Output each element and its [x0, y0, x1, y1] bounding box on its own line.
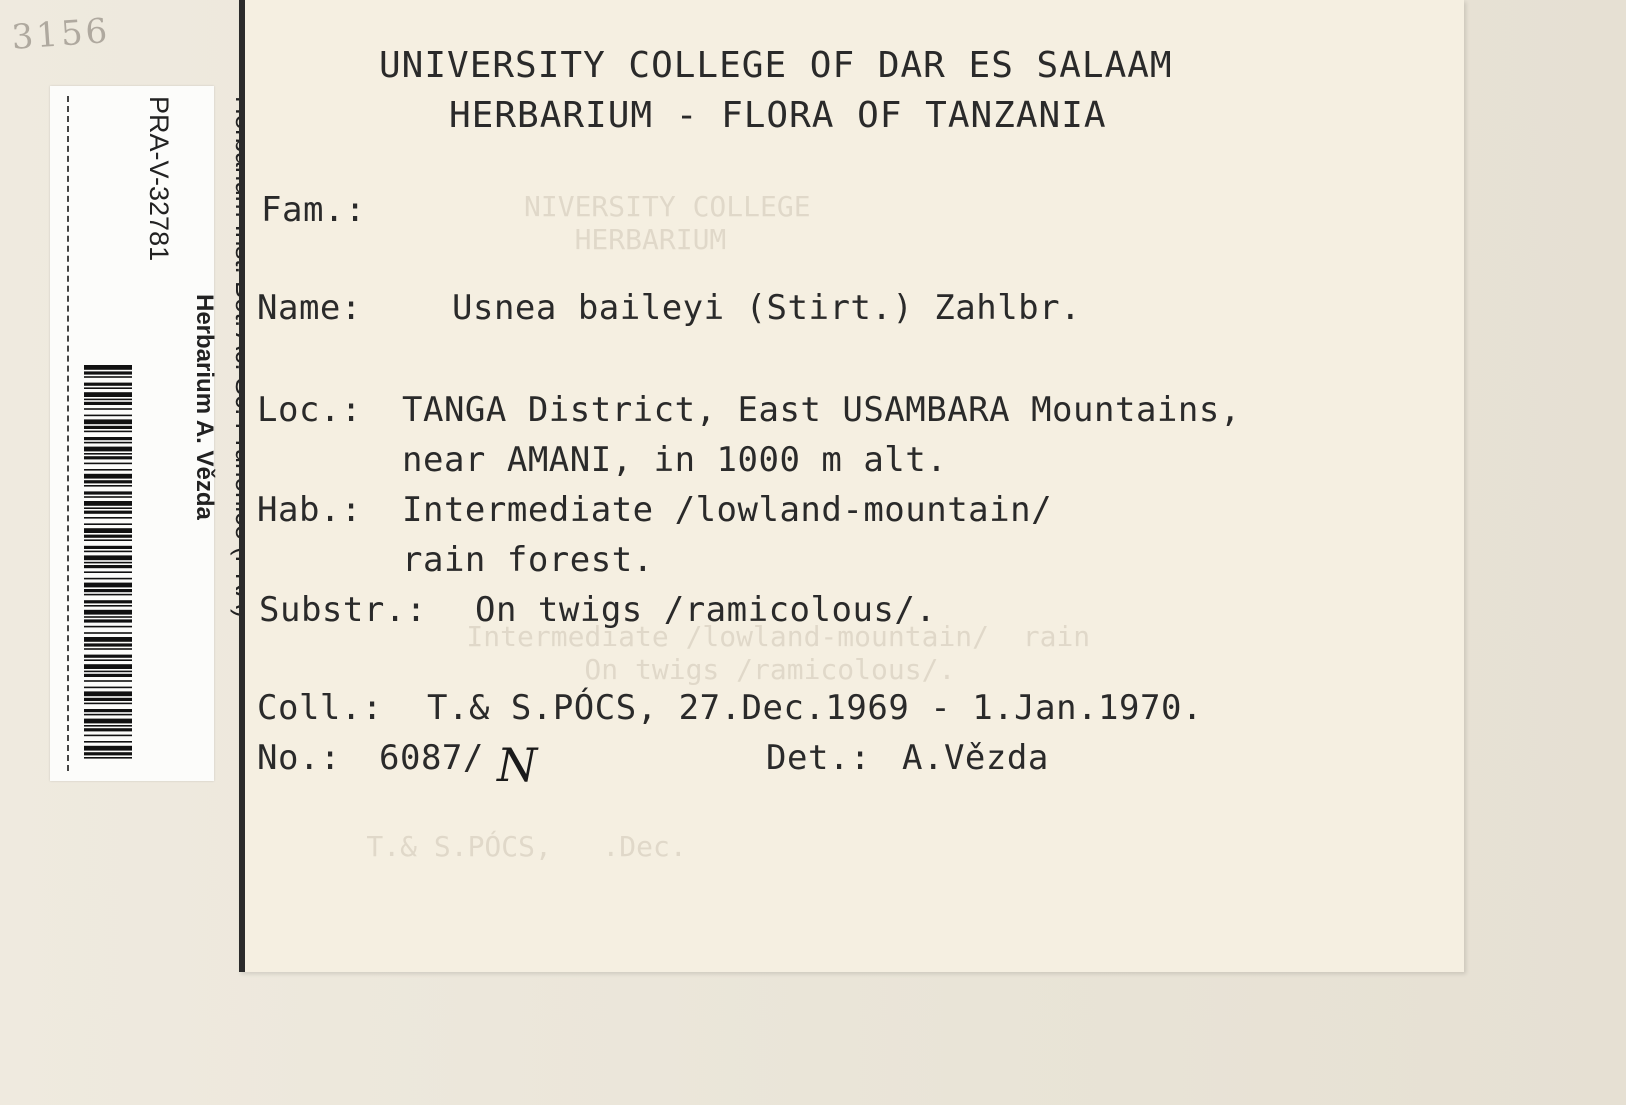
taxon-name: Usnea baileyi (Stirt.) Zahlbr. — [452, 288, 1082, 328]
specimen-label — [239, 0, 1464, 972]
name-label: Name: — [257, 288, 362, 328]
determiner-label: Det.: — [766, 738, 871, 778]
locality-label: Loc.: — [257, 390, 362, 430]
pencil-note: 3156 — [10, 11, 112, 58]
number-label: No.: — [257, 738, 341, 778]
dashed-cut-line — [67, 96, 69, 771]
habitat-label: Hab.: — [257, 490, 362, 530]
show-through-text: NIVERSITY COLLEGE HERBARIUM — [524, 190, 811, 256]
collection-name: Herbarium A. Vězda — [191, 294, 218, 520]
label-left-rule — [239, 0, 245, 972]
show-through-text: Intermediate /lowland-mountain/ rain On twigs /ramicolous/. — [466, 620, 1091, 686]
barcode-icon — [84, 365, 132, 763]
show-through-text: T.& S.PÓCS, .Dec. — [299, 830, 687, 863]
habitat-line-2: rain forest. — [402, 540, 654, 580]
family-label: Fam.: — [261, 190, 366, 230]
habitat-line-1: Intermediate /lowland-mountain/ — [402, 490, 1053, 530]
specimen-id: PRA-V-32781 — [144, 96, 174, 262]
label-header-herbarium: HERBARIUM - FLORA OF TANZANIA — [449, 95, 1107, 136]
collector-value: T.& S.PÓCS, 27.Dec.1969 - 1.Jan.1970. — [427, 688, 1203, 728]
locality-line-2: near AMANI, in 1000 m alt. — [402, 440, 948, 480]
handwritten-suffix: N — [497, 738, 538, 792]
substrate-value: On twigs /ramicolous/. — [475, 590, 937, 630]
collection-number: 6087/ — [379, 738, 484, 778]
substrate-label: Substr.: — [259, 590, 427, 630]
locality-line-1: TANGA District, East USAMBARA Mountains, — [402, 390, 1241, 430]
barcode-strip — [50, 86, 218, 781]
determiner-value: A.Vězda — [902, 738, 1049, 778]
label-header-institution: UNIVERSITY COLLEGE OF DAR ES SALAAM — [379, 45, 1173, 86]
collector-label: Coll.: — [257, 688, 383, 728]
